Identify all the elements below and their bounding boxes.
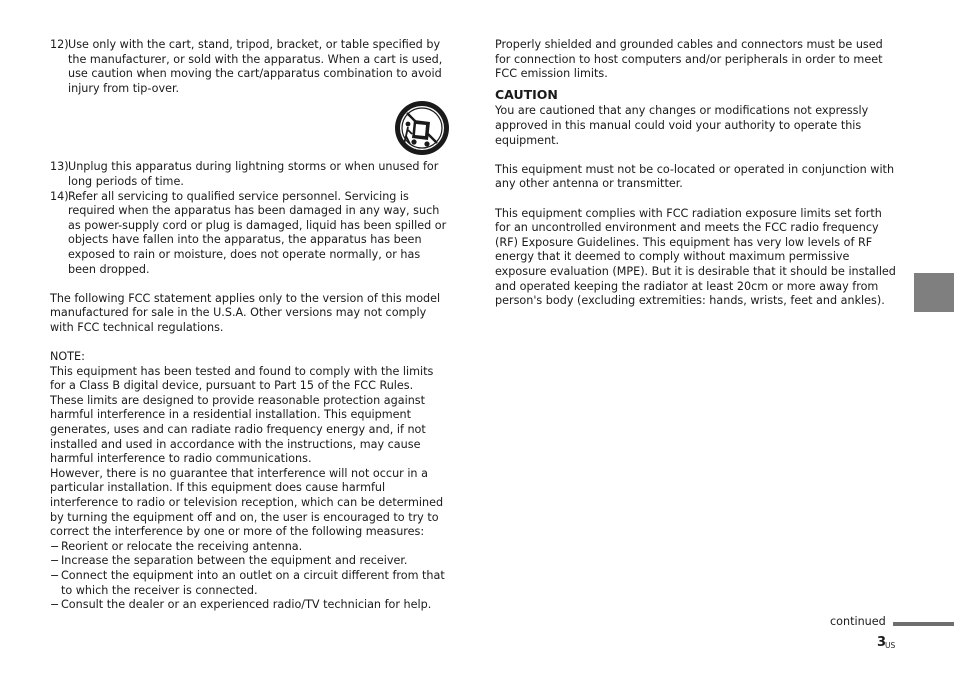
measure-item — [50, 554, 450, 569]
measure-item — [50, 598, 450, 613]
continued-bar — [893, 622, 954, 626]
item-number: 14) — [50, 189, 69, 203]
dash-bullet: − — [50, 569, 60, 582]
cables-paragraph: Properly shielded and grounded cables and connectors must be used for connection to host computers and/or peripherals in order to meet FCC emission limits. — [495, 38, 883, 81]
caution-paragraph-3: This equipment complies with FCC radiation exposure limits set forth for an uncontrolled environment and meets the FCC radio frequency (RF) Exposure Guidelines. This equipment has very low levels of RF energy that it deemed to comply without maximum permissive exposure evaluation (MPE). But it is desirable that it should be installed and operated keeping the radiator at least 20cm or more away from person's body (excluding extremities: hands, wrists, feet and ankles). — [495, 206, 896, 308]
measure-text: Consult the dealer or an experienced radio/TV technician for help. — [61, 598, 432, 612]
item-number: 13) — [50, 160, 69, 174]
caution-heading: CAUTION — [495, 86, 558, 102]
item-text: Unplug this apparatus during lightning storms or when unused for long periods of time. — [68, 160, 439, 188]
note-paragraph-2: However, there is no guarantee that interference will not occur in a particular installation. If this equipment does cause harmful interference to radio or television reception, which can be determined by turning the equipment off and on, the user is encouraged to try to correct the interference by one or more of the following measures: — [50, 466, 444, 539]
measure-text: Increase the separation between the equipment and receiver. — [61, 554, 408, 568]
item-text: Refer all servicing to qualified service personnel. Servicing is required when the apparatus has been damaged in any way, such as power-supply cord or plug is damaged, liquid has been spilled or objects have fallen into the apparatus, the apparatus has been exposed to rain or moisture, does not operate normally, or has been dropped. — [68, 189, 447, 276]
item-text: Use only with the cart, stand, tripod, bracket, or table specified by the manufacturer, or sold with the apparatus. When a cart is used, use caution when moving the cart/apparatus combination to avoid injury from tip-over. — [68, 38, 443, 95]
caution-paragraph-2: This equipment must not be co-located or operated in conjunction with any other antenna or transmitter. — [495, 162, 895, 191]
right-column — [495, 38, 897, 309]
fcc-intro-paragraph: The following FCC statement applies only to the version of this model manufactured for sale in the U.S.A. Other versions may not comply with FCC technical regulations. — [50, 291, 441, 334]
instruction-13 — [50, 160, 450, 189]
left-column — [50, 38, 450, 613]
page-number: 3 — [877, 635, 887, 650]
dash-bullet: − — [50, 539, 60, 553]
measure-item — [50, 569, 450, 598]
dash-bullet: − — [50, 598, 60, 612]
measure-item — [50, 540, 450, 555]
item-number: 12) — [50, 38, 69, 51]
measure-text: Reorient or relocate the receiving antenna. — [61, 539, 303, 553]
note-paragraph-1: This equipment has been tested and found to comply with the limits for a Class B digital device, pursuant to Part 15 of the FCC Rules. These limits are designed to provide reasonable protection against harmful interference in a residential installation. This equipment generates, uses and can radiate radio frequency energy and, if not installed and used in accordance with the instructions, may cause harmful interference to radio communications. — [50, 364, 434, 466]
note-label: NOTE: — [50, 350, 85, 364]
page-region-suffix: US — [885, 641, 896, 650]
dash-bullet: − — [50, 554, 60, 568]
caution-paragraph-1: You are cautioned that any changes or modifications not expressly approved in this manual could void your authority to operate this equipment. — [495, 104, 869, 147]
continued-label: continued — [830, 615, 886, 628]
cart-tip-over-warning-icon — [394, 100, 450, 156]
instruction-14 — [50, 190, 450, 278]
section-tab-marker — [914, 273, 954, 312]
instruction-12 — [50, 38, 450, 96]
icon-row — [50, 96, 450, 160]
measure-text: Connect the equipment into an outlet on a circuit different from that to which the receiver is connected. — [61, 569, 445, 597]
